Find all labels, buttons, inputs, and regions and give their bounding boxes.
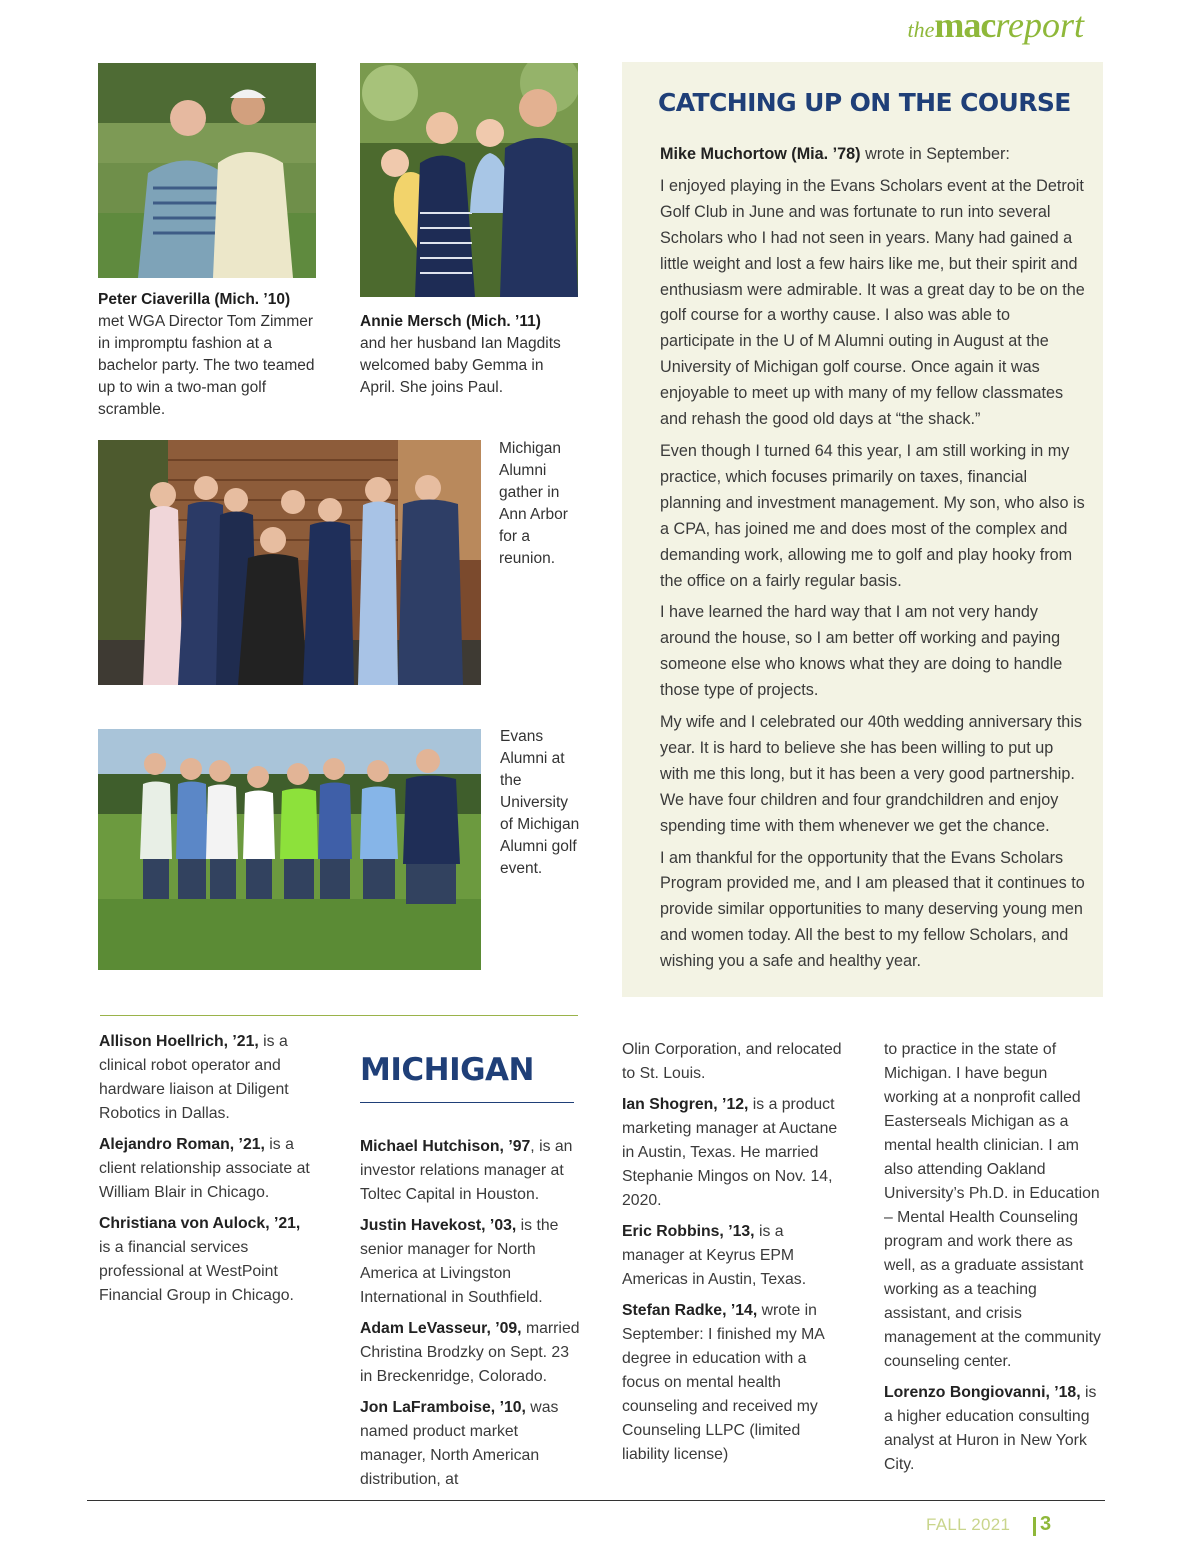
note-entry <box>622 1299 844 1467</box>
note-entry <box>360 1135 582 1207</box>
note-text: is a product marketing manager at Auctane in Austin, Texas. He married Stephanie Mingos on Nov. 14, 2020. <box>622 1096 838 1209</box>
caption-peter <box>98 289 320 421</box>
sidebar-paragraph: Even though I turned 64 this year, I am still working in my practice, which focuses primarily on taxes, financial planning and investment management. My son, who also is a CPA, has joined me and does most of the complex and demanding work, allowing me to golf and play hooky from the office on a fairly regular basis. <box>660 441 1085 590</box>
note-entry <box>99 1212 314 1308</box>
notes-column-1 <box>99 1030 314 1315</box>
photo-alumni-group <box>98 440 481 685</box>
footer-rule <box>87 1500 1105 1501</box>
photo-golf-group <box>98 729 481 970</box>
caption-reunion: Michigan Alumni gather in Ann Arbor for a reunion. <box>499 440 568 567</box>
sidebar-paragraph: I enjoyed playing in the Evans Scholars event at the Detroit Golf Club in June and was fortunate to run into several Scholars who I had not seen in years. Many had gained a little weight and lost a few hairs like me, but their spirit and enthusiasm were admirable. It was a great day to be on the golf course for a worthy cause. I also was able to participate in the U of M Alumni outing in August at the University of Michigan golf course. Once again it was enjoyable to meet up with many of my fellow classmates and rehash the good old days at “the shack.” <box>660 176 1085 429</box>
caption-peter-text: met WGA Director Tom Zimmer in impromptu fashion at a bachelor party. The two teamed up to win a two-man golf scramble. <box>98 313 315 418</box>
sidebar-paragraph: I am thankful for the opportunity that the Evans Scholars Program provided me, and I am pleased that it continues to provide similar opportunities to many deserving young men and women today. All the best to my fellow Scholars, and wishing you a safe and healthy year. <box>660 848 1085 971</box>
note-name: Lorenzo Bongiovanni, ’18, <box>884 1384 1081 1401</box>
photo-two-golfers <box>98 63 316 278</box>
photo-family <box>360 63 578 297</box>
note-entry <box>884 1038 1106 1374</box>
note-entry <box>884 1381 1106 1477</box>
note-entry <box>360 1317 582 1389</box>
note-text: Olin Corporation, and relocated to St. Louis. <box>622 1041 842 1082</box>
footer-season: FALL 2021 <box>926 1515 1011 1534</box>
masthead-mac: mac <box>934 5 996 45</box>
note-text: is a client relationship associate at William Blair in Chicago. <box>99 1136 310 1201</box>
note-text: , is an investor relations manager at Toltec Capital in Houston. <box>360 1138 573 1203</box>
note-text: is a clinical robot operator and hardware liaison at Diligent Robotics in Dallas. <box>99 1033 289 1122</box>
notes-column-4 <box>884 1038 1106 1484</box>
note-entry <box>360 1214 582 1310</box>
caption-annie <box>360 311 580 399</box>
section-title-underline <box>360 1102 574 1103</box>
note-name: Allison Hoellrich, ’21, <box>99 1033 259 1050</box>
sidebar-title: CATCHING UP ON THE COURSE <box>658 88 1071 117</box>
masthead-report: report <box>995 5 1084 45</box>
note-entry <box>99 1133 314 1205</box>
note-name: Justin Havekost, ’03, <box>360 1217 517 1234</box>
notes-column-3 <box>622 1038 844 1474</box>
sidebar-paragraph: I have learned the hard way that I am not very handy around the house, so I am better off working and paying someone else who knows what they are doing to handle those type of projects. <box>660 603 1063 700</box>
footer-separator <box>1033 1517 1036 1536</box>
note-name: Alejandro Roman, ’21, <box>99 1136 265 1153</box>
sidebar-paragraph: My wife and I celebrated our 40th wedding anniversary this year. It is hard to believe she has been willing to put up with me this long, but it has been a very good partnership. We have four children and four grandchildren and enjoy spending time with them whenever we get the chance. <box>660 713 1083 835</box>
note-text: wrote in September: I finished my MA degree in education with a focus on mental health counseling and received my Counseling LLPC (limited liability license) <box>622 1302 824 1463</box>
note-text: married Christina Brodzky on Sept. 23 in Breckenridge, Colorado. <box>360 1320 580 1385</box>
note-text: is a manager at Keyrus EPM Americas in Austin, Texas. <box>622 1223 807 1288</box>
note-entry <box>622 1038 844 1086</box>
note-name: Christiana von Aulock, ’21, <box>99 1215 301 1232</box>
note-text: is the senior manager for North America at Livingston International in Southfield. <box>360 1217 559 1306</box>
section-title-michigan: MICHIGAN <box>360 1052 534 1088</box>
sidebar-body <box>660 142 1085 981</box>
note-entry <box>622 1093 844 1213</box>
note-text: is a higher education consulting analyst at Huron in New York City. <box>884 1384 1097 1473</box>
note-entry <box>360 1396 582 1492</box>
sidebar-lead-name: Mike Muchortow (Mia. ’78) <box>660 145 861 163</box>
caption-annie-text: and her husband Ian Magdits welcomed baby Gemma in April. She joins Paul. <box>360 335 561 396</box>
note-name: Ian Shogren, ’12, <box>622 1096 749 1113</box>
section-divider <box>100 1015 578 1016</box>
note-name: Michael Hutchison, ’97 <box>360 1138 531 1155</box>
caption-annie-name: Annie Mersch (Mich. ’11) <box>360 313 541 330</box>
sidebar-lead <box>660 142 1085 168</box>
note-text: is a financial services professional at WestPoint Financial Group in Chicago. <box>99 1239 294 1304</box>
note-text: was named product market manager, North American distribution, at <box>360 1399 559 1488</box>
notes-column-2 <box>360 1135 582 1499</box>
masthead-the: the <box>907 17 935 42</box>
note-entry <box>99 1030 314 1126</box>
note-text: to practice in the state of Michigan. I have begun working at a nonprofit called Easterseals Michigan as a mental health clinician. I am also attending Oakland University’s Ph.D. in Education – Mental Health Counseling program and work there as well, as a graduate assistant working as a teaching assistant, and crisis management at the community counseling center. <box>884 1041 1101 1370</box>
note-entry <box>622 1220 844 1292</box>
page-number: 3 <box>1040 1513 1052 1535</box>
caption-peter-name: Peter Ciaverilla (Mich. ’10) <box>98 291 291 308</box>
note-name: Adam LeVasseur, ’09, <box>360 1320 522 1337</box>
note-name: Eric Robbins, ’13, <box>622 1223 755 1240</box>
note-name: Stefan Radke, ’14, <box>622 1302 758 1319</box>
note-name: Jon LaFramboise, ’10, <box>360 1399 526 1416</box>
masthead-logo <box>907 4 1084 46</box>
caption-golf-event: Evans Alumni at the University of Michigan Alumni golf event. <box>500 728 580 877</box>
sidebar-lead-text: wrote in September: <box>860 145 1010 163</box>
sidebar-box <box>622 62 1103 997</box>
